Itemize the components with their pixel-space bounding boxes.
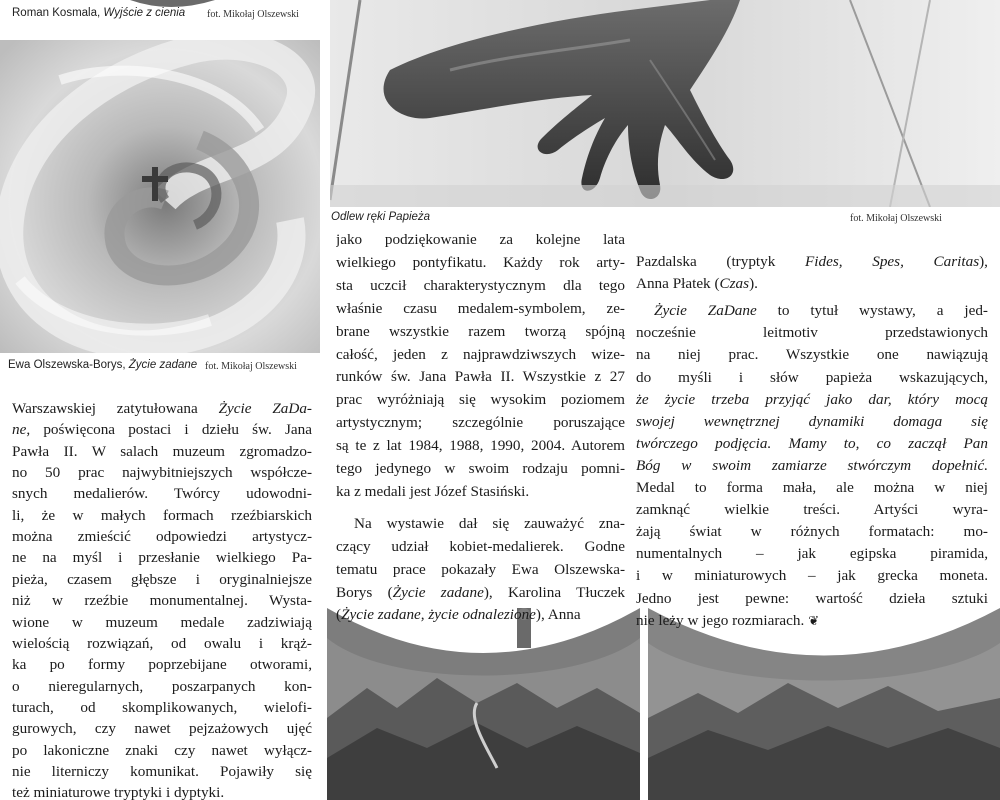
col1-line xyxy=(12,636,312,653)
col2-line xyxy=(336,392,625,409)
col1-line xyxy=(12,700,312,717)
credit-kosmala: fot. Mikołaj Olszewski xyxy=(207,9,299,20)
col3-line xyxy=(636,591,988,608)
text-run: prac wyróżniają się wysokim poziomem xyxy=(336,392,625,409)
col1-line xyxy=(12,721,312,738)
text-run: nocześnie leitmotiv przedstawionych xyxy=(636,325,988,342)
col2-line xyxy=(336,369,625,386)
col1-line xyxy=(12,743,312,760)
col2-line xyxy=(336,607,625,622)
col3-line xyxy=(636,524,988,541)
col3-line xyxy=(636,414,988,431)
text-run: po lakoniczne znaki czy nawet wyłącz- xyxy=(12,742,312,759)
text-run: Bóg w swoim zamiarze stwórczym dopełnić. xyxy=(636,457,988,474)
col3-line xyxy=(636,436,988,453)
text-run: Życie ZaDa- xyxy=(218,401,312,417)
col2-line xyxy=(336,539,625,556)
text-run: swojej wewnętrznej dynamiki domaga się xyxy=(636,413,988,430)
col3-line xyxy=(636,480,988,497)
col2-line xyxy=(336,347,625,364)
col2-line xyxy=(336,585,625,602)
text-run: właśnie czasu medalem-symbolem, ze- xyxy=(336,300,625,317)
col1-line xyxy=(12,401,312,418)
text-run: pieża, czasem głębsze i oryginalniejsze xyxy=(12,571,312,588)
text-run: ka po formy poprzebijane otworami, xyxy=(12,657,312,674)
text-run: można zmieścić odpowiedzi artystycz- xyxy=(12,529,312,546)
text-run: tego jedynego w swoim rodzaju pomni- xyxy=(336,461,625,477)
text-run: Na wystawie dał się zauważyć zna- xyxy=(354,515,625,532)
col2-line xyxy=(336,324,625,341)
col2-line xyxy=(336,461,625,478)
mountain-medal-photo-left xyxy=(327,608,640,800)
col1-line xyxy=(12,785,312,800)
text-run: ), xyxy=(979,254,988,270)
text-run: jako podziękowanie za kolejne lata xyxy=(336,232,625,248)
text-run: ). xyxy=(749,276,758,293)
text-run: nie leży w jego rozmiarach. xyxy=(636,611,805,629)
col3-line xyxy=(636,325,988,342)
text-run: czący udział kobiet-medalierek. Godne xyxy=(336,538,625,555)
text-run: no 50 prac najwybitniejszych współcze- xyxy=(12,465,312,482)
col2-line xyxy=(336,484,625,501)
text-run: ka z medali jest Józef Stasiński. xyxy=(336,483,530,500)
col1-line xyxy=(12,444,312,461)
leaf-end-mark-icon: ❦ xyxy=(808,612,820,628)
col3-line xyxy=(636,546,988,563)
col1-line xyxy=(12,593,312,610)
col3-line xyxy=(636,370,988,387)
text-run: Życie ZaDane xyxy=(654,303,757,320)
text-run: ne xyxy=(12,422,27,439)
text-run: Borys ( xyxy=(336,584,393,601)
text-run: Życie zadane, życie odnalezione xyxy=(341,606,536,624)
text-run: Fides, Spes, Caritas xyxy=(805,254,980,270)
col1-line xyxy=(12,679,312,696)
col3-line xyxy=(636,458,988,475)
col3-line xyxy=(636,613,988,628)
hand-cast-photo xyxy=(330,0,1000,207)
text-run: sta uczcił charakterystycznym dla tego xyxy=(336,277,625,294)
col3-line xyxy=(636,502,988,519)
text-run: na niej prac. Wszystkie one nawiązują xyxy=(636,347,988,364)
credit-hand: fot. Mikołaj Olszewski xyxy=(850,213,942,224)
col1-line xyxy=(12,615,312,632)
text-run: twórczego podjęcia. Mamy to, co zaczął Pan xyxy=(636,435,988,452)
text-run: artystycznym; szczególnie poruszające xyxy=(336,415,625,432)
caption-olszewska: Ewa Olszewska-Borys, Życie zadane xyxy=(8,359,198,371)
col3-line xyxy=(636,392,988,409)
text-run: li, że w małych formach rzeźbiarskich xyxy=(12,507,312,524)
text-run: żają świat w różnych formatach: mo- xyxy=(636,524,988,541)
text-run: Anna Płatek ( xyxy=(636,276,720,293)
col1-line xyxy=(12,422,312,439)
text-run: ne na myśl i przesłanie wielkiego Pa- xyxy=(12,550,312,567)
col3-line xyxy=(636,276,988,293)
text-run: nie literniczy komunikat. Pojawiły się xyxy=(12,763,312,780)
col3-line xyxy=(636,254,988,271)
col3-line xyxy=(636,568,988,585)
text-run: wielością rozwiązań, od owalu i krąż- xyxy=(12,635,312,652)
col1-line xyxy=(12,508,312,525)
text-run: są te z lat 1984, 1988, 1990, 2004. Autorem xyxy=(336,438,625,455)
text-run: brane wszystkie razem tworzą spójną xyxy=(336,323,625,340)
text-run: ), Anna xyxy=(535,606,581,624)
col1-line xyxy=(12,764,312,781)
text-run: wione w muzeum medale zadziwiają xyxy=(12,614,312,631)
col2-line xyxy=(336,438,625,455)
text-run: to tytuł wystawy, a jed- xyxy=(756,303,988,320)
col3-line xyxy=(636,347,988,364)
text-run: numentalnych – jak egipska piramida, xyxy=(636,546,988,563)
text-run: gurowych, czy nawet pejzażowych ujęć xyxy=(12,721,312,738)
col2-line xyxy=(354,516,625,533)
text-run: zamknąć wielkie treści. Artyści wyra- xyxy=(636,502,988,519)
col1-line xyxy=(12,465,312,482)
col3-line xyxy=(654,303,988,320)
col1-line xyxy=(12,529,312,546)
col1-line xyxy=(12,550,312,567)
col1-line xyxy=(12,572,312,589)
col1-line xyxy=(12,657,312,674)
text-run: że życie trzeba przyjąć jako dar, który mocą xyxy=(636,391,988,408)
col2-line xyxy=(336,562,625,579)
text-run: do myśli i słów papieża wskazujących, xyxy=(636,369,988,386)
col1-line xyxy=(12,486,312,503)
text-run: Pazdalska (tryptyk xyxy=(636,254,806,270)
text-run: ( xyxy=(336,606,342,624)
text-run: Życie zadane xyxy=(392,584,484,601)
text-run: runków św. Jana Pawła II. Wszystkie z 27 xyxy=(336,369,625,386)
text-run: wielkiego pontyfikatu. Każdy rok arty- xyxy=(336,254,625,271)
credit-olszewska: fot. Mikołaj Olszewski xyxy=(205,361,297,372)
text-run: całość, jeden z najprawdziwszych wize- xyxy=(336,346,625,363)
mountain-medal-photo-right xyxy=(648,608,1000,800)
text-run: Medal to forma mała, ale można w niej xyxy=(636,480,988,496)
spiral-medal-photo xyxy=(0,40,320,353)
text-run: niż w rzeźbie monumentalnej. Wysta- xyxy=(12,593,312,610)
col2-line xyxy=(336,415,625,432)
col2-line xyxy=(336,232,625,249)
text-run: tematu prace pokazały Ewa Olszewska- xyxy=(336,561,625,578)
text-run: Warszawskiej zatytułowana xyxy=(12,401,219,417)
text-run: Jedno jest pewne: wartość dzieła sztuki xyxy=(636,590,988,607)
text-run: też miniaturowe tryptyki i dyptyki. xyxy=(12,784,225,800)
caption-kosmala: Roman Kosmala, Wyjście z cienia xyxy=(12,7,186,19)
text-run: o nieregularnych, poszarpanych kon- xyxy=(12,678,312,695)
text-run: snych medalierów. Twórcy udowodni- xyxy=(12,486,312,503)
text-run: Czas xyxy=(719,276,750,293)
text-run: ), Karolina Tłuczek xyxy=(483,584,625,601)
text-run: Pawła II. W salach muzeum zgromadzo- xyxy=(12,443,312,460)
text-run: i w miniaturowych – jak grecka moneta. xyxy=(636,568,988,585)
col2-line xyxy=(336,278,625,295)
text-run: , poświęcona postaci i dziełu św. Jana xyxy=(26,422,312,439)
col2-line xyxy=(336,301,625,318)
text-run: turach, od skomplikowanych, wielofi- xyxy=(12,699,312,716)
caption-hand: Odlew ręki Papieża xyxy=(331,211,431,223)
col2-line xyxy=(336,255,625,272)
